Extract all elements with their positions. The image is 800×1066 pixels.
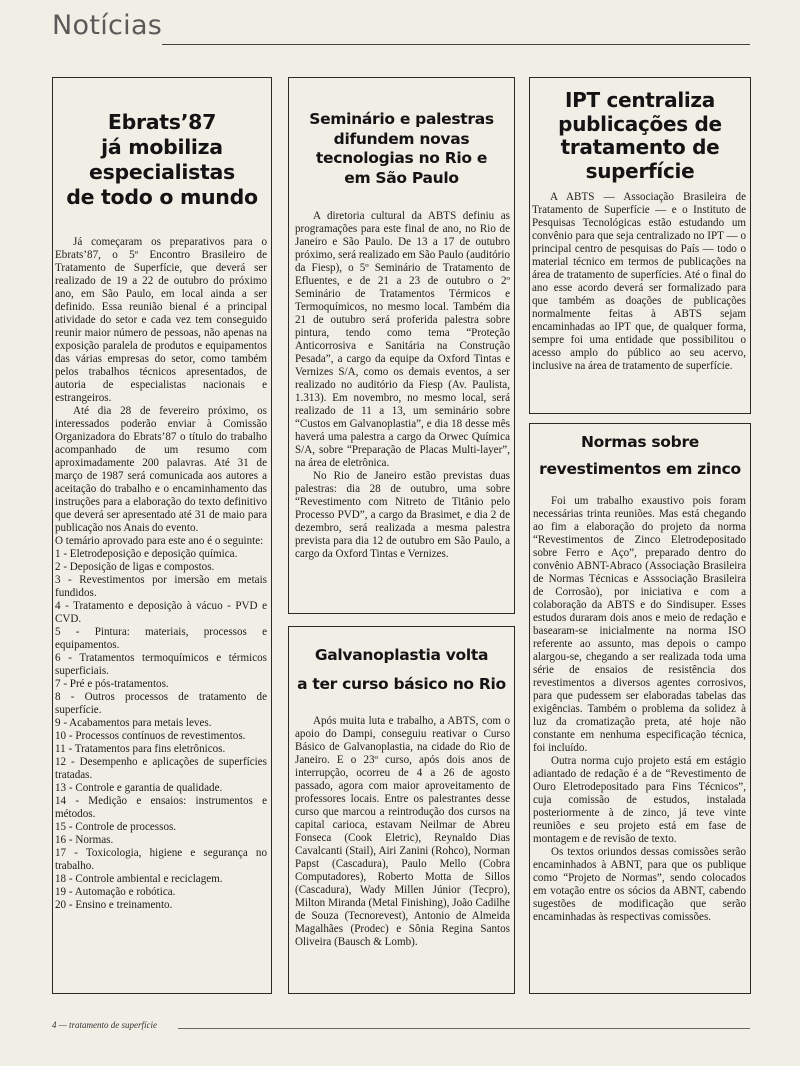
list-item: 1 - Eletrodeposição e deposição química. — [55, 548, 238, 560]
headline-line: difundem novas — [333, 129, 470, 148]
paragraph: Foi um trabalho exaustivo pois foram necessárias trinta reuniões. Mas está chegando ao fim a elaboração do projeto da norma “Revestimentos de Zinco Eletrodepositado sobre Ferro e Aço”, preparado dentro do convênio ABNT-Abraco (Associação Brasileira de Normas Técnicas e Asssociação Brasileira de Corrosão), por iniciativa e com a colaboração da ABTS e do Sindisuper. Esses estudos duraram dois anos e meio de redação e basearam-se inicialmente na norma ISO referente ao assunto, mas depois o campo alargou-se, chegando a ser realizada toda uma série de ensaios de resistência dos revestimentos a diversos agentes corrosivos, para que pudessem ser elaboradas tabelas das exigências. Também o problema da solidez à luz da cromatização preta, até hoje não constante em nenhuma especificação técnica, foi incluído. — [533, 495, 746, 754]
list-item: 16 - Normas. — [55, 834, 114, 846]
headline-line: revestimentos em zinco — [539, 460, 741, 478]
article-galvanoplastia-headline — [289, 641, 514, 699]
article-ebrats — [52, 77, 272, 994]
headline-line: já mobiliza — [101, 135, 223, 159]
headline-line: tecnologias no Rio e — [315, 149, 488, 167]
headline-line: a ter curso básico no Rio — [297, 675, 506, 693]
paragraph: Os textos oriundos dessas comissões serão encaminhados à ABNT, para que os publique como “Projeto de Normas”, sendo colocados em votação entre os sócios da ABNT, cabendo sugestões de modificação que serão encaminhadas às respectivas comissões. — [533, 846, 746, 923]
list-item: 19 - Automação e robótica. — [55, 886, 176, 898]
paragraph: Após muita luta e trabalho, a ABTS, com o apoio do Dampi, conseguiu reativar o Curso Básico de Galvanoplastia, na cidade do Rio de Janeiro. E o 23º curso, após dois anos de interrupção, ocorreu de 4 a 26 de agosto passado, agora com maior aproveitamento de professores locais. Entre os palestrantes desse curso que marcou a reintrodução dos cursos na capital carioca, estavam Neilmar de Abreu Fonseca (Cook Eletric), Reynaldo Dias Cavalcanti (Stail), Airi Zanini (Rohco), Norman Papst (Cascadura), Paulo Mello (Cobra Computadores), Roberto Motta de Sillos (Cascadura), Wady Millen Júnior (Tecpro), Milton Miranda (Metal Finishing), João Cadilhe de Souza (Tecnorevest), Antonio de Almeida Magalhães (Prodec) e Sônia Regina Santos Oliveira (Bausch & Lomb). — [295, 715, 510, 948]
paragraph: Até dia 28 de fevereiro próximo, os interessados poderão enviar à Comissão Organizadora do Ebrats’87 o título do trabalho acompanhado de um resumo com aproximadamente 200 palavras. Até 31 de março de 1987 será comunicada aos autores a aceitação do trabalho e o encaminhamento das instruções para a elaboração do texto definitivo que deverá ser apresentado até 31 de maio para publicação nos Anais do evento. — [55, 405, 267, 534]
list-item: 2 - Deposição de ligas e compostos. — [55, 561, 215, 573]
headline-line: Ebrats’87 — [107, 110, 217, 134]
paragraph: Outra norma cujo projeto está em estágio adiantado de redação é a de “Revestimento de Ouro Eletrodepositado para Fins Técnicos”, cuja comissão de estudos, instalada posteriormente à de zinco, já teve vinte reuniões e seu projeto está em fase de montagem e de revisão de texto. — [533, 755, 746, 845]
article-ebrats-body — [55, 236, 267, 912]
headline-line: IPT centraliza — [565, 88, 715, 112]
list-item: 15 - Controle de processos. — [55, 821, 177, 833]
headline-line: Normas sobre — [580, 433, 700, 451]
article-galvanoplastia — [288, 626, 515, 994]
article-normas-headline — [530, 429, 750, 483]
list-item: 13 - Controle e garantia de qualidade. — [55, 782, 223, 794]
page-footer: 4 — tratamento de superfície — [52, 1020, 157, 1030]
list-item: 14 - Medição e ensaios: instrumentos e métodos. — [55, 795, 267, 820]
article-galvanoplastia-body — [295, 715, 510, 949]
headline-line: Galvanoplastia volta — [314, 646, 489, 664]
headline-line: em São Paulo — [344, 168, 459, 187]
section-title: Notícias — [52, 10, 163, 41]
article-normas — [529, 423, 751, 994]
paragraph: Já começaram os preparativos para o Ebrats’87, o 5º Encontro Brasileiro de Tratamento de Superfície, que deverá ser realizado de 19 a 22 de outubro do próximo ano, em São Paulo, em local ainda a ser definido. Essa reunião bienal é a principal atividade do setor e cada vez tem conseguido reunir maior número de pessoas, não apenas na exposição paralela de produtos e equipamentos das várias empresas do setor, como também pelos trabalhos técnicos apresentados, de autoria de especialistas nacionais e estrangeiros. — [55, 236, 267, 404]
list-item: 7 - Pré e pós-tratamentos. — [55, 678, 169, 690]
article-ipt-headline — [530, 89, 750, 183]
paragraph: A ABTS — Associação Brasileira de Tratamento de Superfície — e o Instituto de Pesquisas Tecnológicas estão estudando um convênio para que seja centralizado no IPT — o principal centro de pesquisas do País — todo o material técnico em termos de publicações na área de tratamento de superfícies. Até o final do ano esse acordo deverá ser formalizado para que também as doações de publicações normalmente feitas à ABTS sejam encaminhadas ao IPT que, de qualquer forma, sempre foi uma entidade que possibilitou o acesso amplo do público ao seu acervo, inclusive na área de tratamento de superfície. — [532, 191, 746, 372]
headline-line: publicações de — [558, 111, 722, 136]
headline-line: superfície — [585, 158, 695, 183]
article-ipt — [529, 77, 751, 414]
list-item: 4 - Tratamento e deposição à vácuo - PVD e CVD. — [55, 600, 267, 625]
article-seminario — [288, 77, 515, 614]
list-item: 6 - Tratamentos termoquímicos e térmicos superficiais. — [55, 652, 267, 677]
article-normas-body — [533, 495, 746, 924]
list-item: 17 - Toxicologia, higiene e segurança no trabalho. — [55, 847, 267, 872]
list-intro: O temário aprovado para este ano é o seguinte: — [55, 535, 264, 547]
article-seminario-headline — [289, 110, 514, 188]
list-item: 18 - Controle ambiental e reciclagem. — [55, 873, 223, 885]
article-ipt-body — [532, 191, 746, 373]
article-seminario-body — [295, 210, 510, 561]
headline-line: de todo o mundo — [66, 185, 258, 209]
footer-rule — [178, 1028, 750, 1029]
list-item: 20 - Ensino e treinamento. — [55, 899, 173, 911]
list-item: 3 - Revestimentos por imersão em metais fundidos. — [55, 574, 267, 599]
headline-line: especialistas — [89, 160, 235, 184]
headline-line: Seminário e palestras — [309, 110, 494, 128]
list-item: 8 - Outros processos de tratamento de superfície. — [55, 691, 267, 716]
article-ebrats-headline — [53, 110, 271, 210]
list-item: 11 - Tratamentos para fins eletrônicos. — [55, 743, 226, 755]
topic-list — [55, 548, 267, 912]
paragraph: No Rio de Janeiro estão previstas duas palestras: dia 28 de outubro, uma sobre “Revestimento com Nitreto de Titânio pelo Processo PVD”, a cargo da Brasimet, e dia 2 de dezembro, será realizada a mesma palestra prevista para dia 12 de outubro em São Paulo, a cargo da Oxford Tintas e Vernizes. — [295, 470, 510, 560]
list-item: 5 - Pintura: materiais, processos e equipamentos. — [55, 626, 267, 651]
headline-line: tratamento de — [560, 135, 720, 159]
paragraph: A diretoria cultural da ABTS definiu as programações para este final de ano, no Rio de Janeiro e São Paulo. De 13 a 17 de outubro próximo, será realizado em São Paulo (auditório da Fiesp), o 5º Seminário de Tratamento de Efluentes, e de 21 a 23 de outubro o 2º Seminário de Tratamentos Térmicos e Termoquímicos, no mesmo local. Também dia 21 de outubro será proferida palestra sobre pintura, tendo como tema “Proteção Anticorrosiva e Sanitária na Construção Pesada”, a cargo da equipe da Oxford Tintas e Vernizes S/A, como os demais eventos, a ser realizado no auditório da Fiesp (Av. Paulista, 1.313). Em novembro, no mesmo local, será realizado de 11 a 13, um seminário sobre “Custos em Galvanoplastia”, e dia 18 desse mês haverá uma palestra a cargo da Orwec Química S/A, sobre “Preparação de Placas Multi-layer”, na área de eletrônica. — [295, 210, 510, 469]
header-rule — [162, 44, 750, 45]
list-item: 12 - Desempenho e aplicações de superfícies tratadas. — [55, 756, 267, 781]
list-item: 10 - Processos contínuos de revestimentos. — [55, 730, 246, 742]
list-item: 9 - Acabamentos para metais leves. — [55, 717, 212, 729]
